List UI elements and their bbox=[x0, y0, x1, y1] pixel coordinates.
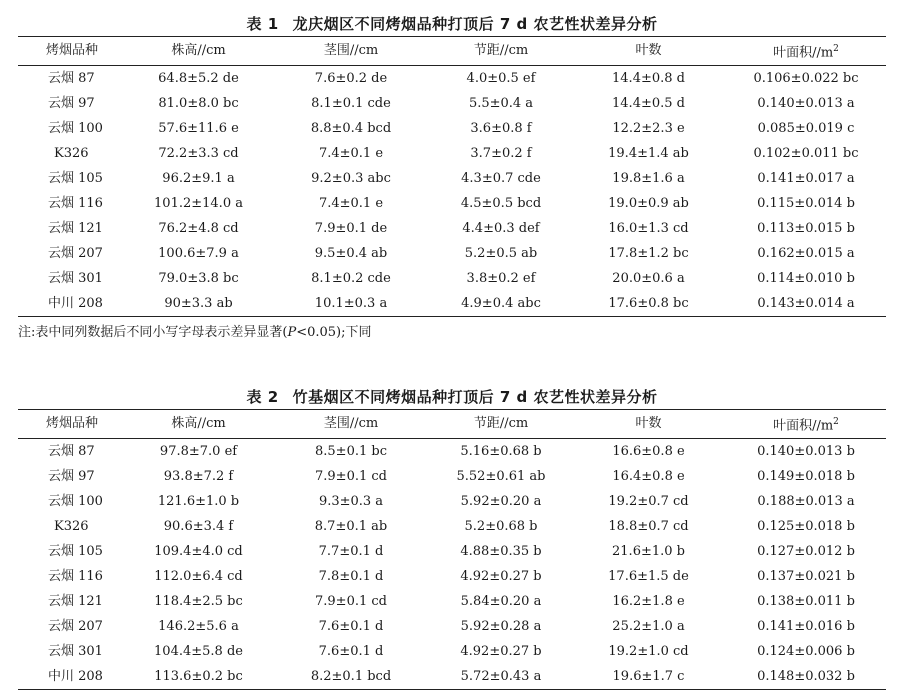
table2-value-cell: 0.138±0.011 b bbox=[757, 593, 855, 609]
table2-value-cell: 93.8±7.2 f bbox=[163, 468, 234, 484]
table1-value-cell: 17.8±1.2 bc bbox=[608, 245, 689, 261]
table2-value-cell: 21.6±1.0 b bbox=[612, 543, 685, 559]
table1-value-cell: 4.9±0.4 abc bbox=[461, 295, 541, 311]
table1-caption bbox=[18, 12, 886, 36]
table2-value-cell: 17.6±1.5 de bbox=[608, 568, 689, 584]
table1-row bbox=[18, 266, 886, 291]
table1-value-cell: 76.2±4.8 cd bbox=[158, 220, 239, 236]
table2-value-cell: 5.2±0.68 b bbox=[464, 518, 538, 534]
table1-row bbox=[18, 116, 886, 141]
table2-value-cell: 8.7±0.1 ab bbox=[314, 518, 388, 534]
table1-value-cell: 96.2±9.1 a bbox=[162, 170, 235, 186]
table2-row bbox=[18, 539, 886, 564]
table2-value-cell: 8.2±0.1 bcd bbox=[310, 668, 392, 684]
table1-value-cell: 0.113±0.015 b bbox=[757, 220, 855, 236]
table1-value-cell: 57.6±11.6 e bbox=[158, 120, 239, 136]
table1-value-cell: 4.3±0.7 cde bbox=[461, 170, 541, 186]
table2-value-cell: 0.124±0.006 b bbox=[757, 643, 855, 659]
table2-value-cell: 0.188±0.013 a bbox=[757, 493, 855, 509]
table2-value-cell: 18.8±0.7 cd bbox=[608, 518, 689, 534]
table1-value-cell: 100.6±7.9 a bbox=[158, 245, 239, 261]
table1-value-cell: 9.5±0.4 ab bbox=[314, 245, 388, 261]
table2-body bbox=[18, 439, 886, 690]
table2-variety-cell: K326 bbox=[54, 518, 89, 534]
table1-value-cell: 7.9±0.1 de bbox=[314, 220, 388, 236]
table2-variety-cell: 云烟 97 bbox=[48, 468, 95, 484]
table1-body bbox=[18, 66, 886, 317]
table1-value-cell: 72.2±3.3 cd bbox=[158, 145, 239, 161]
table2-caption bbox=[18, 385, 886, 409]
table2-variety-cell: 云烟 121 bbox=[48, 593, 103, 609]
table2 bbox=[18, 409, 886, 690]
table2-row bbox=[18, 464, 886, 489]
table2-section bbox=[18, 385, 886, 690]
table1-title: 龙庆烟区不同烤烟品种打顶后 7 d 农艺性状差异分析 bbox=[292, 15, 658, 33]
table2-value-cell: 5.92±0.28 a bbox=[460, 618, 542, 634]
table1-row bbox=[18, 216, 886, 241]
table2-col-header: 节距//cm bbox=[473, 416, 529, 432]
table2-value-cell: 19.2±0.7 cd bbox=[608, 493, 689, 509]
table2-row bbox=[18, 489, 886, 514]
table2-value-cell: 5.72±0.43 a bbox=[460, 668, 542, 684]
table1-value-cell: 0.162±0.015 a bbox=[757, 245, 855, 261]
table2-value-cell: 118.4±2.5 bc bbox=[154, 593, 243, 609]
table1-variety-cell: K326 bbox=[54, 145, 89, 161]
table1-value-cell: 19.8±1.6 a bbox=[612, 170, 685, 186]
table1-value-cell: 79.0±3.8 bc bbox=[158, 270, 239, 286]
table1-col-header: 叶面积$//m^2$ bbox=[773, 44, 839, 61]
table1-value-cell: 81.0±8.0 bc bbox=[158, 95, 239, 111]
table1-value-cell: 14.4±0.5 d bbox=[612, 95, 685, 111]
table2-row bbox=[18, 564, 886, 589]
table2-value-cell: 9.3±0.3 a bbox=[318, 493, 384, 509]
table2-value-cell: 7.7±0.1 d bbox=[318, 543, 384, 559]
table1-value-cell: 17.6±0.8 bc bbox=[608, 295, 689, 311]
table2-value-cell: 4.88±0.35 b bbox=[460, 543, 542, 559]
table1-value-cell: 90±3.3 ab bbox=[164, 295, 233, 311]
table1-value-cell: 0.114±0.010 b bbox=[757, 270, 855, 286]
table2-variety-cell: 云烟 87 bbox=[48, 443, 95, 459]
table2-value-cell: 5.16±0.68 b bbox=[460, 443, 542, 459]
table2-value-cell: 5.84±0.20 a bbox=[460, 593, 542, 609]
table2-header-row bbox=[18, 410, 886, 439]
table1-value-cell: 7.4±0.1 e bbox=[318, 195, 384, 211]
table2-title: 竹基烟区不同烤烟品种打顶后 7 d 农艺性状差异分析 bbox=[292, 388, 658, 406]
table2-col-header: 叶面积$//m^2$ bbox=[773, 417, 839, 434]
table2-value-cell: 121.6±1.0 b bbox=[157, 493, 240, 509]
table1-value-cell: 0.141±0.017 a bbox=[757, 170, 855, 186]
table1-row bbox=[18, 166, 886, 191]
table1-value-cell: 4.4±0.3 def bbox=[462, 220, 540, 236]
table2-variety-cell: 云烟 207 bbox=[48, 618, 103, 634]
table1-variety-cell: 云烟 87 bbox=[48, 70, 95, 86]
table2-value-cell: 19.6±1.7 c bbox=[612, 668, 685, 684]
table1-value-cell: 0.102±0.011 bc bbox=[753, 145, 859, 161]
table1-row bbox=[18, 191, 886, 216]
table1-row bbox=[18, 66, 886, 92]
table2-value-cell: 4.92±0.27 b bbox=[460, 643, 542, 659]
table1-col-header: 烤烟品种 bbox=[45, 43, 98, 59]
table2-value-cell: 109.4±4.0 cd bbox=[154, 543, 243, 559]
table2-value-cell: 7.9±0.1 cd bbox=[315, 593, 387, 609]
table2-value-cell: 5.92±0.20 a bbox=[460, 493, 542, 509]
table1-value-cell: 8.1±0.1 cde bbox=[311, 95, 391, 111]
table1-header bbox=[18, 37, 886, 66]
table1-value-cell: 19.4±1.4 ab bbox=[608, 145, 689, 161]
table1-value-cell: 0.106±0.022 bc bbox=[753, 70, 859, 86]
table1-value-cell: 5.2±0.5 ab bbox=[464, 245, 538, 261]
table1-header-row bbox=[18, 37, 886, 66]
table2-col-header: 叶数 bbox=[635, 416, 662, 432]
table2-row bbox=[18, 589, 886, 614]
table2-value-cell: 25.2±1.0 a bbox=[612, 618, 685, 634]
table2-value-cell: 0.141±0.016 b bbox=[757, 618, 855, 634]
table2-value-cell: 146.2±5.6 a bbox=[158, 618, 239, 634]
table1-value-cell: 8.8±0.4 bcd bbox=[310, 120, 392, 136]
table2-row bbox=[18, 664, 886, 690]
table1-value-cell: 10.1±0.3 a bbox=[314, 295, 388, 311]
table1-value-cell: 9.2±0.3 abc bbox=[311, 170, 391, 186]
table1-col-header: 节距//cm bbox=[473, 43, 529, 59]
table1-value-cell: 101.2±14.0 a bbox=[154, 195, 243, 211]
table1-variety-cell: 中川 208 bbox=[48, 295, 103, 311]
table2-variety-cell: 中川 208 bbox=[48, 668, 103, 684]
table1-value-cell: 4.5±0.5 bcd bbox=[460, 195, 542, 211]
table2-number: 表 2 bbox=[246, 388, 279, 406]
table1-section bbox=[18, 12, 886, 344]
table2-variety-cell: 云烟 301 bbox=[48, 643, 103, 659]
table1-col-header: 叶数 bbox=[635, 43, 662, 59]
table1-value-cell: 4.0±0.5 ef bbox=[466, 70, 536, 86]
table2-value-cell: 7.6±0.1 d bbox=[318, 618, 384, 634]
table1-value-cell: 14.4±0.8 d bbox=[612, 70, 685, 86]
table1-value-cell: 0.140±0.013 a bbox=[757, 95, 855, 111]
table2-value-cell: 8.5±0.1 bc bbox=[315, 443, 387, 459]
table1-col-header: 株高//cm bbox=[171, 43, 226, 59]
table2-value-cell: 113.6±0.2 bc bbox=[154, 668, 243, 684]
table2-value-cell: 7.8±0.1 d bbox=[318, 568, 384, 584]
table2-value-cell: 90.6±3.4 f bbox=[163, 518, 234, 534]
table1-value-cell: 5.5±0.4 a bbox=[468, 95, 534, 111]
table1-variety-cell: 云烟 116 bbox=[48, 195, 103, 211]
table2-row bbox=[18, 514, 886, 539]
table2-header bbox=[18, 410, 886, 439]
table1-value-cell: 20.0±0.6 a bbox=[612, 270, 685, 286]
table1-value-cell: 3.6±0.8 f bbox=[470, 120, 532, 136]
table1-variety-cell: 云烟 121 bbox=[48, 220, 103, 236]
table2-variety-cell: 云烟 100 bbox=[48, 493, 103, 509]
table1-row bbox=[18, 91, 886, 116]
table1-variety-cell: 云烟 97 bbox=[48, 95, 95, 111]
table1-variety-cell: 云烟 207 bbox=[48, 245, 103, 261]
table2-value-cell: 16.2±1.8 e bbox=[612, 593, 685, 609]
table2-col-header: 株高//cm bbox=[171, 416, 226, 432]
table1-number: 表 1 bbox=[246, 15, 279, 33]
table1-row bbox=[18, 141, 886, 166]
table2-value-cell: 97.8±7.0 ef bbox=[159, 443, 238, 459]
table2-value-cell: 104.4±5.8 de bbox=[154, 643, 243, 659]
table2-value-cell: 112.0±6.4 cd bbox=[154, 568, 243, 584]
table1-row bbox=[18, 241, 886, 266]
table2-value-cell: 0.148±0.032 b bbox=[757, 668, 855, 684]
table1-value-cell: 0.143±0.014 a bbox=[757, 295, 855, 311]
table1-value-cell: 3.8±0.2 ef bbox=[466, 270, 536, 286]
table1-variety-cell: 云烟 105 bbox=[48, 170, 103, 186]
table2-value-cell: 19.2±1.0 cd bbox=[608, 643, 689, 659]
table2-row bbox=[18, 639, 886, 664]
table2-value-cell: 7.9±0.1 cd bbox=[315, 468, 387, 484]
table2-value-cell: 4.92±0.27 b bbox=[460, 568, 542, 584]
table1-row bbox=[18, 291, 886, 317]
table1-value-cell: 0.115±0.014 b bbox=[757, 195, 855, 211]
table2-value-cell: 16.4±0.8 e bbox=[612, 468, 685, 484]
table2-col-header: 烤烟品种 bbox=[45, 416, 98, 432]
table1 bbox=[18, 36, 886, 317]
table2-value-cell: 0.137±0.021 b bbox=[757, 568, 855, 584]
table1-value-cell: 0.085±0.019 c bbox=[757, 120, 855, 136]
table2-value-cell: 0.149±0.018 b bbox=[757, 468, 855, 484]
table1-value-cell: 64.8±5.2 de bbox=[158, 70, 239, 86]
table1-variety-cell: 云烟 100 bbox=[48, 120, 103, 136]
table2-value-cell: 5.52±0.61 ab bbox=[456, 468, 546, 484]
table1-value-cell: 7.4±0.1 e bbox=[318, 145, 384, 161]
table1-value-cell: 19.0±0.9 ab bbox=[608, 195, 689, 211]
table2-row bbox=[18, 439, 886, 465]
table2-variety-cell: 云烟 116 bbox=[48, 568, 103, 584]
table2-value-cell: 16.6±0.8 e bbox=[612, 443, 685, 459]
table1-variety-cell: 云烟 301 bbox=[48, 270, 103, 286]
table2-value-cell: 0.140±0.013 b bbox=[757, 443, 855, 459]
table1-value-cell: 16.0±1.3 cd bbox=[608, 220, 689, 236]
table1-value-cell: 12.2±2.3 e bbox=[612, 120, 685, 136]
table2-row bbox=[18, 614, 886, 639]
table1-col-header: 茎围//cm bbox=[323, 43, 379, 59]
table2-value-cell: 7.6±0.1 d bbox=[318, 643, 384, 659]
table2-col-header: 茎围//cm bbox=[323, 416, 379, 432]
table1-note: 注:表中同列数据后不同小写字母表示差异显著(P<0.05);下同 bbox=[18, 325, 372, 341]
table1-value-cell: 3.7±0.2 f bbox=[470, 145, 532, 161]
table1-value-cell: 7.6±0.2 de bbox=[314, 70, 388, 86]
table2-value-cell: 0.125±0.018 b bbox=[757, 518, 855, 534]
table1-value-cell: 8.1±0.2 cde bbox=[311, 270, 391, 286]
table2-value-cell: 0.127±0.012 b bbox=[757, 543, 855, 559]
table2-variety-cell: 云烟 105 bbox=[48, 543, 103, 559]
